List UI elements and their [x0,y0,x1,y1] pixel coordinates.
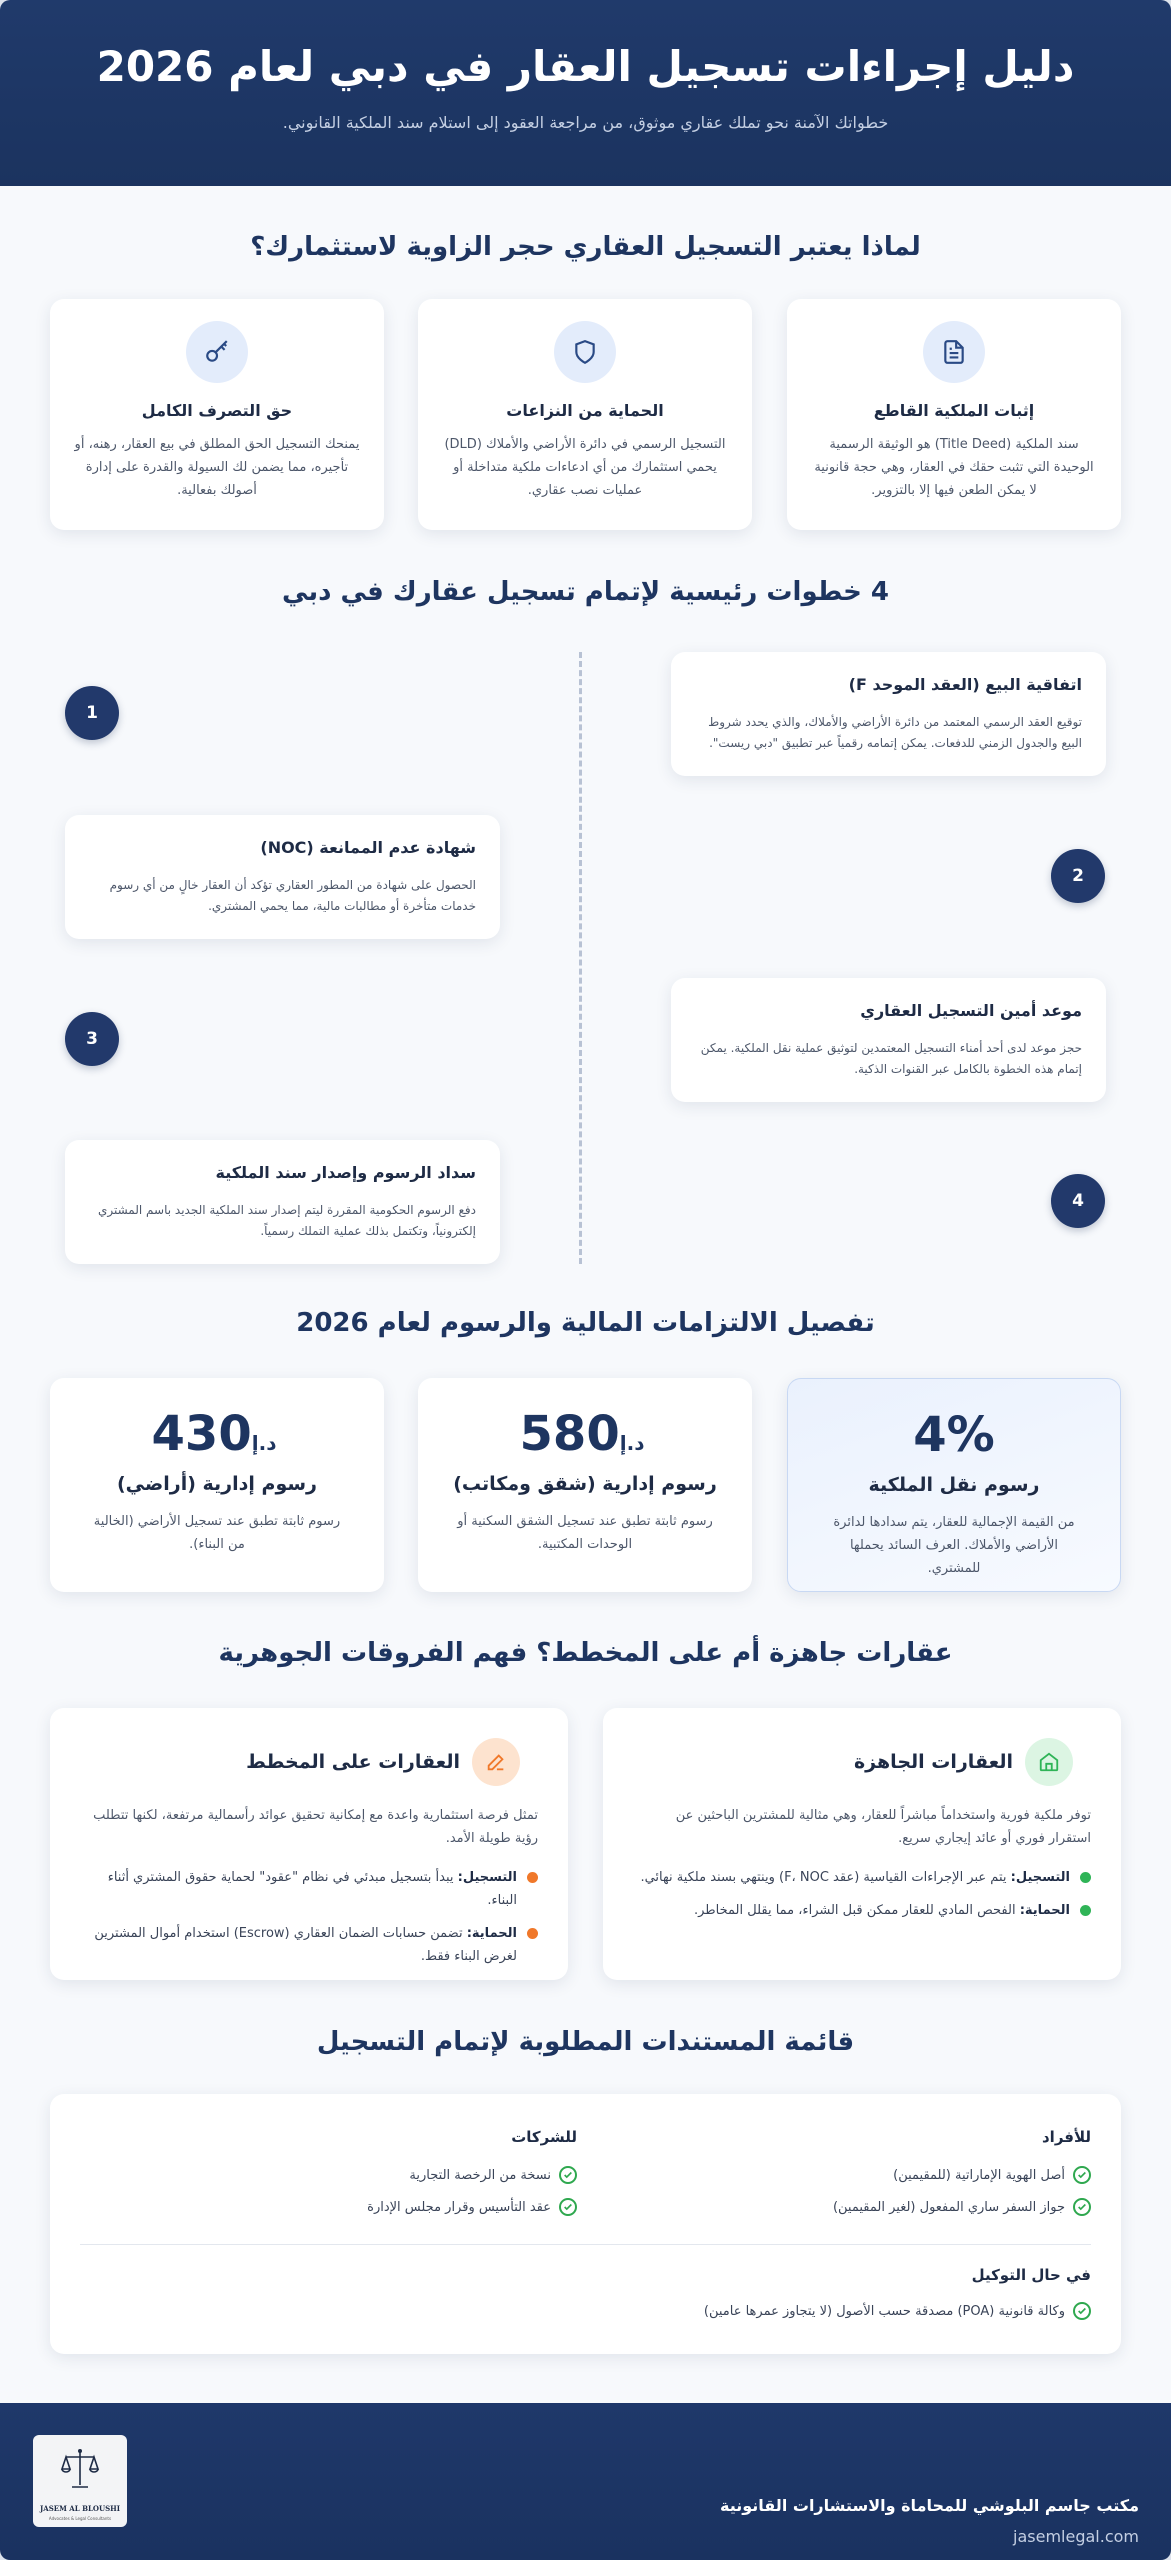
check-icon [559,2166,577,2184]
check-icon [1073,2166,1091,2184]
ready-description: توفر ملكية فورية واستخداماً مباشراً للعقار، وهي مثالية للمشترين الباحثين عن استقرار فوري أو عائد إيجاري سريع. [675,1808,1091,1846]
individuals-title: للأفراد [1041,2128,1091,2146]
page-subtitle: خطواتك الآمنة نحو تملك عقاري موثوق، من مراجعة العقود إلى استلام سند الملكية القانوني. [282,113,889,132]
why-card-text: يمنحك التسجيل الحق المطلق في بيع العقار، رهنه، أو تأجيره، مما يضمن لك السيولة والقدرة على إدارة أصولك بفعالية. [74,437,360,498]
home-icon [1025,1738,1073,1786]
step-text: حجز موعد لدى أحد أمناء التسجيل المعتمدين لتوثيق عملية نقل الملكية. يمكن إتمام هذه الخطوة بالكامل عبر القنوات الذكية. [700,1041,1082,1076]
step-card-2 [65,815,500,939]
why-card-text: سند الملكية (Title Deed) هو الوثيقة الرسمية الوحيدة التي تثبت حقك في العقار، وهي حجة قانونية لا يمكن الطعن فيها إلا بالتزوير. [814,437,1094,498]
timeline-line [579,652,582,1264]
offplan-title: العقارات على المخطط [246,1751,460,1773]
step-title: سداد الرسوم وإصدار سند الملكية [215,1163,476,1182]
list-item: الحماية: تضمن حسابات الضمان العقاري (Escrow) استخدام أموال المشترين لغرض البناء فقط. [80,1922,538,1968]
why-card-title: الحماية من النزاعات [506,401,664,420]
step-number-2: 2 [1051,849,1105,903]
step-text: توقيع العقد الرسمي المعتمد من دائرة الأراضي والأملاك، والذي يحدد شروط البيع والجدول الزمني للدفعات. يمكن إتمامه رقمياً عبر تطبيق "دبي ريست". [708,715,1082,750]
fee-text: رسوم ثابتة تطبق عند تسجيل الأراضي (الخالية من البناء). [93,1514,341,1552]
fee-card-apartments [418,1378,752,1592]
check-icon [559,2198,577,2216]
divider [80,2244,1091,2245]
logo-subtext: Advocates & Legal Consultants [48,2516,112,2521]
why-card-text: التسجيل الرسمي في دائرة الأراضي والأملاك (DLD) يحمي استثمارك من أي ادعاءات ملكية متداخلة أو عمليات نصب عقاري. [444,437,726,498]
step-number-1: 1 [65,686,119,740]
why-card-disposal [50,299,384,530]
step-title: اتفاقية البيع (العقد الموحد F) [848,675,1082,694]
website-link[interactable]: jasemlegal.com [1013,2527,1139,2546]
offplan-points [80,1866,538,1978]
step-number-4: 4 [1051,1174,1105,1228]
step-number-3: 3 [65,1012,119,1066]
documents-card [50,2094,1121,2354]
check-icon [1073,2302,1091,2320]
page-title: دليل إجراءات تسجيل العقار في دبي لعام 2026 [96,42,1075,91]
compare-section-title: عقارات جاهزة أم على المخطط؟ فهم الفروقات الجوهرية [218,1638,953,1668]
list-item: وكالة قانونية (POA) مصدقة حسب الأصول (لا يتجاوز عمرها عامين) [704,2302,1091,2320]
list-item: التسجيل: يتم عبر الإجراءات القياسية (عقد F، NOC) وينتهي بسند ملكية نهائي. [633,1866,1091,1889]
logo-text: JASEM AL BLOUSHI [39,2504,121,2513]
why-card-title: حق التصرف الكامل [141,401,293,420]
step-text: دفع الرسوم الحكومية المقررة ليتم إصدار سند الملكية الجديد باسم المشتري إلكترونياً، وتكتمل بذلك عملية التملك رسمياً. [97,1203,476,1238]
fee-value: 4% [913,1407,995,1463]
scales-icon [60,2447,100,2491]
why-card-ownership [787,299,1121,530]
list-item: التسجيل: يبدأ بتسجيل مبدئي في نظام "عقود" لحماية حقوق المشتري أثناء البناء. [80,1866,538,1912]
step-card-4 [65,1140,500,1264]
list-item: عقد التأسيس وقرار مجلس الإدارة [367,2198,577,2216]
check-icon [1073,2198,1091,2216]
fee-currency: د.إ [251,1431,277,1455]
hero-header [0,0,1171,186]
docs-section-title: قائمة المستندات المطلوبة لإتمام التسجيل [316,2027,855,2057]
list-item: نسخة من الرخصة التجارية [409,2166,577,2184]
fees-section-title: تفصيل الالتزامات المالية والرسوم لعام 2026 [296,1308,875,1338]
step-card-1 [671,652,1106,776]
why-section-title: لماذا يعتبر التسجيل العقاري حجر الزاوية لاستثمارك؟ [250,232,921,262]
pencil-icon [472,1738,520,1786]
list-item: أصل الهوية الإماراتية (للمقيمين) [893,2166,1091,2184]
fee-value: 430د.إ [151,1406,277,1462]
fee-text: رسوم ثابتة تطبق عند تسجيل الشقق السكنية أو الوحدات المكتبية. [457,1514,713,1552]
offplan-description: تمثل فرصة استثمارية واعدة مع إمكانية تحقيق عوائد رأسمالية مرتفعة، لكنها تتطلب رؤية طويلة الأمد. [93,1808,538,1846]
why-card-protection [418,299,752,530]
document-icon [923,321,985,383]
step-card-3 [671,978,1106,1102]
fee-card-land [50,1378,384,1592]
companies-title: للشركات [511,2128,577,2146]
fee-text: من القيمة الإجمالية للعقار، يتم سدادها لدائرة الأراضي والأملاك. العرف السائد يحملها للمشتري. [833,1515,1075,1576]
ready-points [633,1866,1091,1932]
fee-title: رسوم نقل الملكية [868,1474,1040,1496]
firm-logo [33,2435,127,2527]
poa-title: في حال التوكيل [971,2266,1091,2284]
ready-properties-card [603,1708,1121,1980]
offplan-properties-card [50,1708,568,1980]
steps-section-title: 4 خطوات رئيسية لإتمام تسجيل عقارك في دبي [282,577,889,607]
shield-icon [554,321,616,383]
fee-currency: د.إ [619,1431,645,1455]
footer [0,2403,1171,2560]
fee-value: 580د.إ [519,1406,645,1462]
fee-card-transfer [787,1378,1121,1592]
list-item: جواز السفر ساري المفعول (لغير المقيمين) [833,2198,1091,2216]
list-item: الحماية: الفحص المادي للعقار ممكن قبل الشراء، مما يقلل المخاطر. [633,1899,1091,1922]
firm-name: مكتب جاسم البلوشي للمحاماة والاستشارات القانونية [720,2496,1139,2515]
key-icon [186,321,248,383]
step-title: موعد أمين التسجيل العقاري [860,1001,1082,1020]
fee-title: رسوم إدارية (شقق ومكاتب) [453,1473,717,1495]
why-card-title: إثبات الملكية القاطع [873,401,1035,420]
step-text: الحصول على شهادة من المطور العقاري تؤكد أن العقار خالٍ من أي رسوم خدمات متأخرة أو مطالبات مالية، مما يحمي المشتري. [109,878,476,913]
fee-title: رسوم إدارية (أراضي) [117,1473,317,1495]
ready-title: العقارات الجاهزة [853,1751,1013,1773]
step-title: شهادة عدم الممانعة (NOC) [260,838,476,857]
